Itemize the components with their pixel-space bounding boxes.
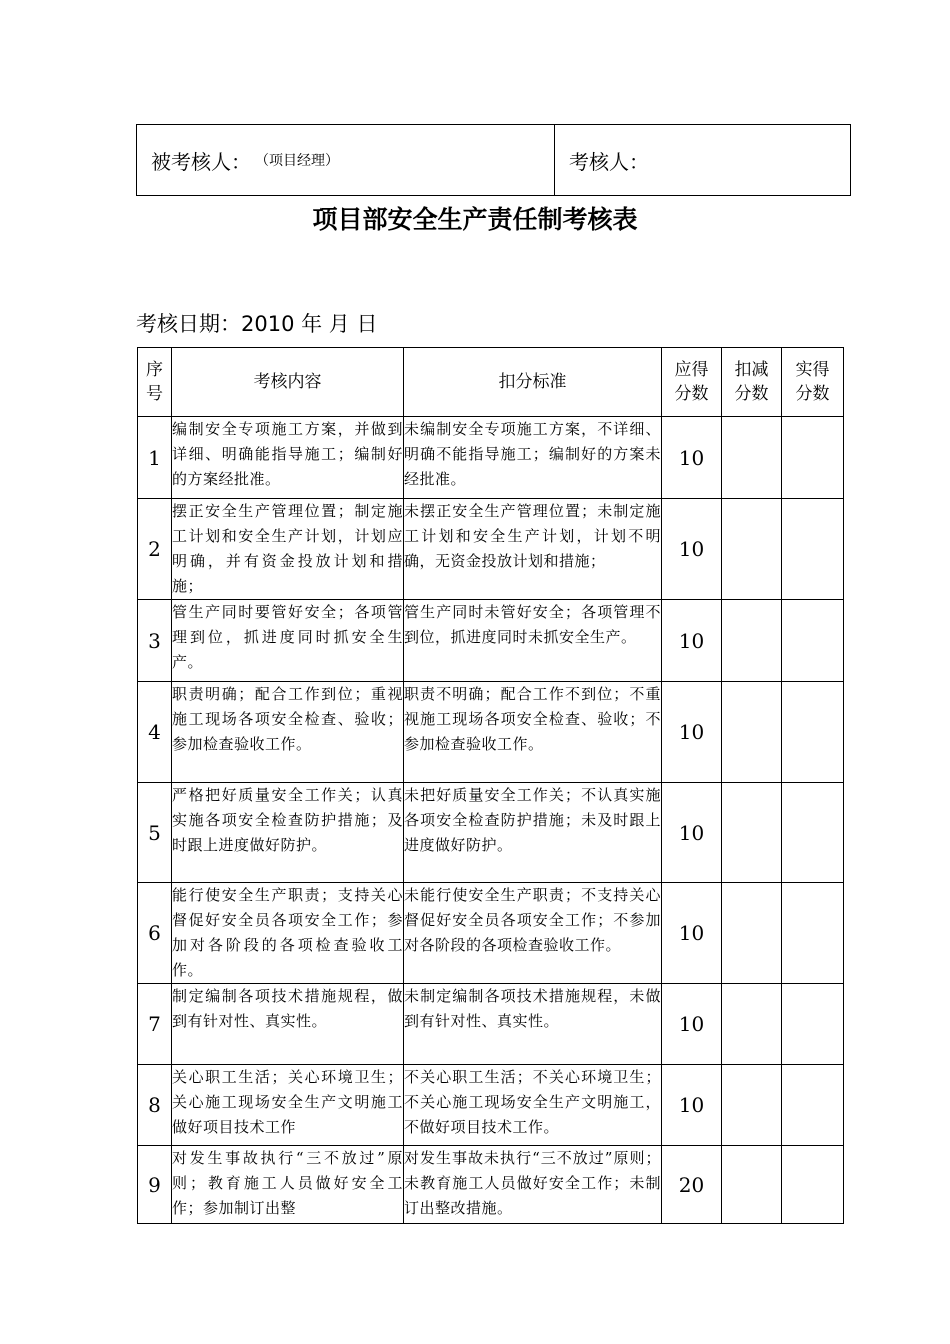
row-number: 3 xyxy=(138,600,172,682)
row-deduct xyxy=(722,600,782,682)
row-content: 职责明确；配合工作到位；重视施工现场各项安全检查、验收；参加检查验收工作。 xyxy=(172,682,404,783)
row-content: 编制安全专项施工方案，并做到详细、明确能指导施工；编制好的方案经批准。 xyxy=(172,417,404,499)
page-title: 项目部安全生产责任制考核表 xyxy=(312,205,638,234)
row-actual xyxy=(782,883,844,984)
row-score: 10 xyxy=(662,600,722,682)
col-header-content: 考核内容 xyxy=(172,348,404,417)
row-actual xyxy=(782,682,844,783)
row-actual xyxy=(782,600,844,682)
row-deduct xyxy=(722,1146,782,1224)
row-standard: 管生产同时未管好安全；各项管理不到位，抓进度同时未抓安全生产。 xyxy=(404,600,662,682)
row-score: 10 xyxy=(662,682,722,783)
row-score: 10 xyxy=(662,883,722,984)
row-deduct xyxy=(722,783,782,883)
table-header-row xyxy=(138,348,844,417)
row-score: 10 xyxy=(662,984,722,1065)
table-row xyxy=(138,1146,844,1224)
row-deduct xyxy=(722,417,782,499)
row-standard: 不关心职工生活；不关心环境卫生；不关心施工现场安全生产文明施工，不做好项目技术工作。 xyxy=(404,1065,662,1146)
col-header-no: 序号 xyxy=(138,348,172,417)
row-number: 6 xyxy=(138,883,172,984)
row-actual xyxy=(782,417,844,499)
row-score: 10 xyxy=(662,783,722,883)
row-number: 1 xyxy=(138,417,172,499)
col-header-actual: 实得分数 xyxy=(782,348,844,417)
row-number: 2 xyxy=(138,499,172,600)
row-content: 严格把好质量安全工作关；认真实施各项安全检查防护措施；及时跟上进度做好防护。 xyxy=(172,783,404,883)
row-actual xyxy=(782,984,844,1065)
row-standard: 未摆正安全生产管理位置；未制定施工计划和安全生产计划，计划不明确，无资金投放计划和措施； xyxy=(404,499,662,600)
assessee-cell xyxy=(137,125,555,195)
assessee-label: 被考核人： xyxy=(151,149,251,174)
col-header-standard: 扣分标准 xyxy=(404,348,662,417)
row-number: 5 xyxy=(138,783,172,883)
col-header-score: 应得分数 xyxy=(662,348,722,417)
row-content: 关心职工生活；关心环境卫生；关心施工现场安全生产文明施工做好项目技术工作 xyxy=(172,1065,404,1146)
assessment-table xyxy=(137,347,844,1224)
table-row xyxy=(138,1065,844,1146)
row-actual xyxy=(782,1065,844,1146)
row-score: 10 xyxy=(662,1065,722,1146)
row-standard: 未能行使安全生产职责；不支持关心督促好安全员各项安全工作；不参加对各阶段的各项检查验收工作。 xyxy=(404,883,662,984)
row-actual xyxy=(782,499,844,600)
row-actual xyxy=(782,783,844,883)
table-row xyxy=(138,682,844,783)
row-deduct xyxy=(722,1065,782,1146)
row-score: 10 xyxy=(662,417,722,499)
row-number: 7 xyxy=(138,984,172,1065)
row-standard: 对发生事故未执行“三不放过”原则；未教育施工人员做好安全工作；未制订出整改措施。 xyxy=(404,1146,662,1224)
header-box xyxy=(136,124,851,196)
assessment-date: 考核日期：2010 年 月 日 xyxy=(136,312,378,336)
row-deduct xyxy=(722,499,782,600)
col-header-deduct: 扣减分数 xyxy=(722,348,782,417)
row-standard: 未编制安全专项施工方案，不详细、明确不能指导施工；编制好的方案未经批准。 xyxy=(404,417,662,499)
row-standard: 未制定编制各项技术措施规程，未做到有针对性、真实性。 xyxy=(404,984,662,1065)
assessee-note: （项目经理） xyxy=(255,153,339,169)
table-row xyxy=(138,600,844,682)
row-score: 10 xyxy=(662,499,722,600)
row-standard: 未把好质量安全工作关；不认真实施各项安全检查防护措施；未及时跟上进度做好防护。 xyxy=(404,783,662,883)
row-content: 制定编制各项技术措施规程，做到有针对性、真实性。 xyxy=(172,984,404,1065)
row-content: 摆正安全生产管理位置；制定施工计划和安全生产计划，计划应明确，并有资金投放计划和措施； xyxy=(172,499,404,600)
row-actual xyxy=(782,1146,844,1224)
row-deduct xyxy=(722,883,782,984)
row-content: 对发生事故执行“三不放过”原则；教育施工人员做好安全工作；参加制订出整 xyxy=(172,1146,404,1224)
table-row xyxy=(138,883,844,984)
assessor-label: 考核人： xyxy=(569,149,649,174)
row-number: 9 xyxy=(138,1146,172,1224)
assessor-cell xyxy=(555,125,850,195)
table-row xyxy=(138,984,844,1065)
row-deduct xyxy=(722,682,782,783)
row-content: 管生产同时要管好安全；各项管理到位，抓进度同时抓安全生产。 xyxy=(172,600,404,682)
row-score: 20 xyxy=(662,1146,722,1224)
table-row xyxy=(138,783,844,883)
row-content: 能行使安全生产职责；支持关心督促好安全员各项安全工作；参加对各阶段的各项检查验收工作。 xyxy=(172,883,404,984)
table-row xyxy=(138,499,844,600)
table-row xyxy=(138,417,844,499)
row-number: 4 xyxy=(138,682,172,783)
row-standard: 职责不明确；配合工作不到位；不重视施工现场各项安全检查、验收；不参加检查验收工作。 xyxy=(404,682,662,783)
row-deduct xyxy=(722,984,782,1065)
row-number: 8 xyxy=(138,1065,172,1146)
